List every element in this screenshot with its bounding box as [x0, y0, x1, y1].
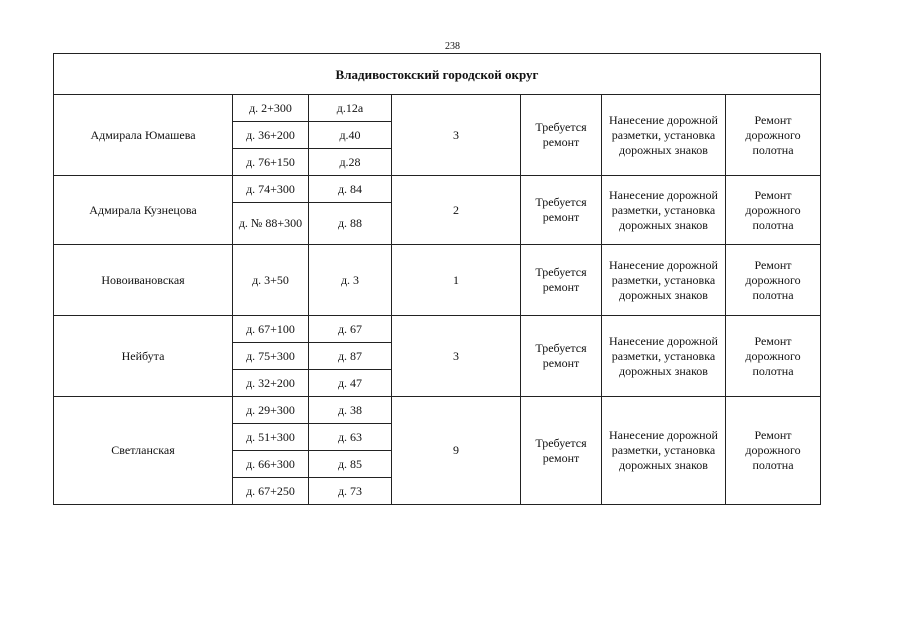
segment-house: д. 84 [309, 176, 392, 203]
page-number: 238 [445, 41, 460, 52]
table-row [54, 397, 821, 424]
street-count: 1 [392, 245, 521, 316]
street-condition: Требуется ремонт [521, 176, 602, 245]
segment-km: д. 67+100 [233, 316, 309, 343]
table-row [54, 95, 821, 122]
segment-km: д. 75+300 [233, 343, 309, 370]
street-count: 9 [392, 397, 521, 505]
region-title: Владивостокский городской округ [54, 54, 821, 95]
street-count: 3 [392, 316, 521, 397]
segment-house: д. 38 [309, 397, 392, 424]
street-measures: Нанесение дорожной разметки, установка дорожных знаков [602, 316, 726, 397]
segment-km: д. 76+150 [233, 149, 309, 176]
segment-house: д.40 [309, 122, 392, 149]
street-name: Нейбута [54, 316, 233, 397]
segment-house: д.12а [309, 95, 392, 122]
segment-km: д. 29+300 [233, 397, 309, 424]
segment-km: д. 51+300 [233, 424, 309, 451]
street-work: Ремонт дорожного полотна [726, 316, 821, 397]
segment-house: д. 67 [309, 316, 392, 343]
street-count: 2 [392, 176, 521, 245]
street-name: Адмирала Кузнецова [54, 176, 233, 245]
segment-km: д. 3+50 [233, 245, 309, 316]
table-row [54, 316, 821, 343]
segment-km: д. 66+300 [233, 451, 309, 478]
street-name: Новоивановская [54, 245, 233, 316]
segment-km: д. 67+250 [233, 478, 309, 505]
street-work: Ремонт дорожного полотна [726, 95, 821, 176]
street-count: 3 [392, 95, 521, 176]
segment-km: д. 32+200 [233, 370, 309, 397]
segment-house: д. 3 [309, 245, 392, 316]
street-name: Светланская [54, 397, 233, 505]
segment-house: д. 87 [309, 343, 392, 370]
street-condition: Требуется ремонт [521, 316, 602, 397]
street-measures: Нанесение дорожной разметки, установка дорожных знаков [602, 95, 726, 176]
segment-house: д. 73 [309, 478, 392, 505]
region-row [54, 54, 821, 95]
roads-table [53, 53, 821, 505]
street-condition: Требуется ремонт [521, 95, 602, 176]
segment-house: д. 47 [309, 370, 392, 397]
street-condition: Требуется ремонт [521, 245, 602, 316]
segment-house: д. 63 [309, 424, 392, 451]
street-measures: Нанесение дорожной разметки, установка дорожных знаков [602, 176, 726, 245]
table-row [54, 176, 821, 203]
segment-km: д. № 88+300 [233, 203, 309, 245]
segment-km: д. 74+300 [233, 176, 309, 203]
street-measures: Нанесение дорожной разметки, установка дорожных знаков [602, 397, 726, 505]
table-row [54, 245, 821, 316]
segment-house: д. 85 [309, 451, 392, 478]
street-name: Адмирала Юмашева [54, 95, 233, 176]
segment-house: д. 88 [309, 203, 392, 245]
segment-km: д. 2+300 [233, 95, 309, 122]
street-measures: Нанесение дорожной разметки, установка дорожных знаков [602, 245, 726, 316]
street-work: Ремонт дорожного полотна [726, 397, 821, 505]
street-condition: Требуется ремонт [521, 397, 602, 505]
street-work: Ремонт дорожного полотна [726, 245, 821, 316]
street-work: Ремонт дорожного полотна [726, 176, 821, 245]
segment-km: д. 36+200 [233, 122, 309, 149]
segment-house: д.28 [309, 149, 392, 176]
